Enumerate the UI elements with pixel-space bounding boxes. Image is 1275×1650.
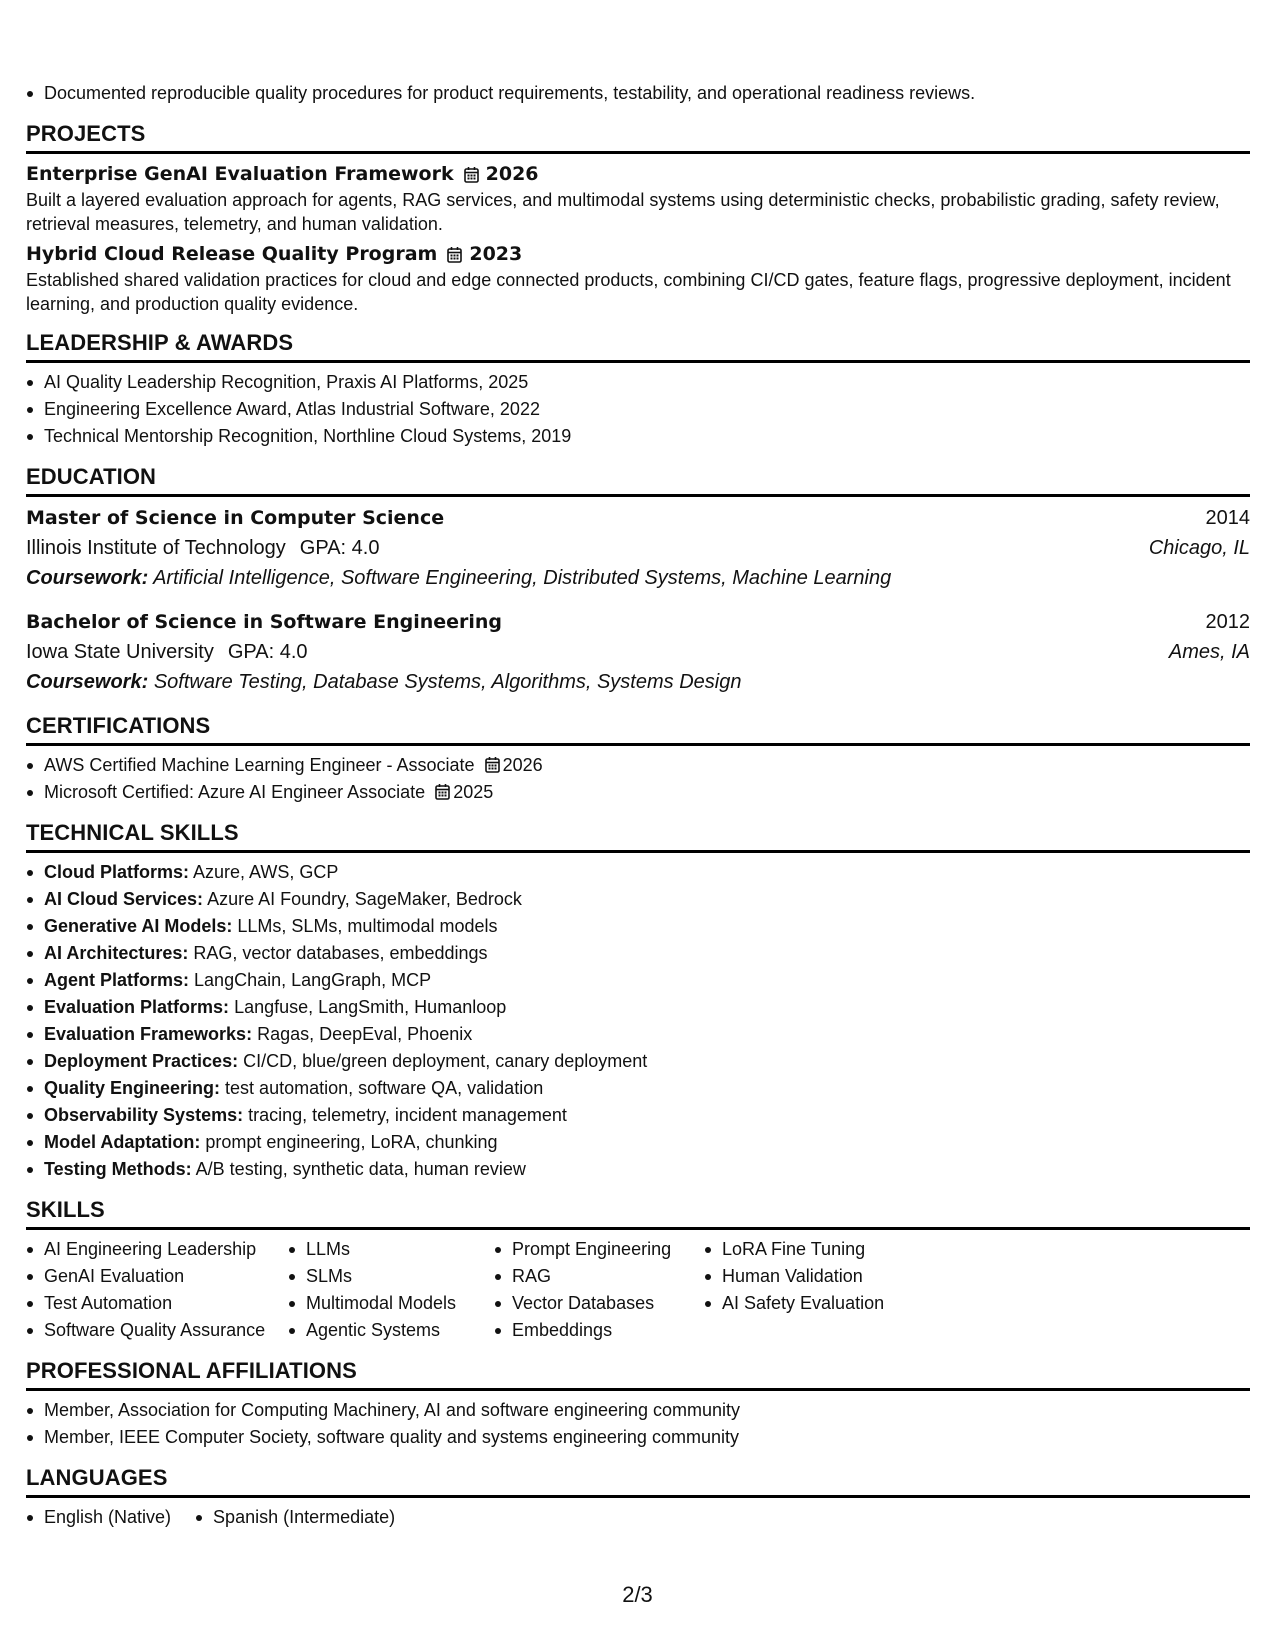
languages-row <box>26 1504 1250 1531</box>
coursework-label: Coursework: <box>26 567 149 589</box>
skill-values: RAG, vector databases, embeddings <box>193 943 488 963</box>
school-location: Chicago, IL <box>1148 537 1250 559</box>
list-item <box>26 1021 1250 1048</box>
list-item <box>26 752 1250 779</box>
gpa: GPA: 4.0 <box>299 537 380 559</box>
coursework: Artificial Intelligence, Software Engineering, Distributed Systems, Machine Learning <box>153 567 892 589</box>
skills-grid <box>26 1236 1250 1344</box>
project-title: Enterprise GenAI Evaluation Framework <box>26 163 454 185</box>
list-item: Embeddings <box>494 1317 704 1344</box>
skill-values: Langfuse, LangSmith, Humanloop <box>234 997 507 1017</box>
section-heading: LEADERSHIP & AWARDS <box>26 328 1250 363</box>
list-item: Software Quality Assurance <box>26 1317 288 1344</box>
list-item: LLMs <box>288 1236 494 1263</box>
list-item: GenAI Evaluation <box>26 1263 288 1290</box>
project-title: Hybrid Cloud Release Quality Program <box>26 243 438 265</box>
skill-category: Evaluation Platforms: <box>44 997 230 1017</box>
coursework-label: Coursework: <box>26 671 149 693</box>
list-item: Engineering Excellence Award, Atlas Industrial Software, 2022 <box>26 396 1250 423</box>
list-item: SLMs <box>288 1263 494 1290</box>
certification-year: 2026 <box>502 755 543 775</box>
skill-values: CI/CD, blue/green deployment, canary deployment <box>243 1051 648 1071</box>
coursework-line <box>26 563 1250 593</box>
school-name: Illinois Institute of Technology <box>26 537 286 559</box>
calendar-icon <box>485 756 500 773</box>
gpa: GPA: 4.0 <box>227 641 308 663</box>
certification-year: 2025 <box>453 782 494 802</box>
list-item <box>26 994 1250 1021</box>
list-item: AI Engineering Leadership <box>26 1236 288 1263</box>
list-item <box>26 1075 1250 1102</box>
skill-category: Cloud Platforms: <box>44 862 190 882</box>
skill-values: Azure, AWS, GCP <box>193 862 339 882</box>
list-item: Agentic Systems <box>288 1317 494 1344</box>
project-title-row <box>26 240 1250 268</box>
list-item: AI Safety Evaluation <box>704 1290 924 1317</box>
project-description: Built a layered evaluation approach for agents, RAG services, and multimodal systems using deterministic checks, probabilistic grading, safety review, retrieval measures, telemetry, and human validation. <box>26 190 1220 234</box>
certification-name: Microsoft Certified: Azure AI Engineer Associate <box>44 782 426 802</box>
list-item: Prompt Engineering <box>494 1236 704 1263</box>
list-item <box>26 1102 1250 1129</box>
list-item <box>26 886 1250 913</box>
affiliations-section <box>26 1356 1250 1451</box>
skill-category: AI Cloud Services: <box>44 889 204 909</box>
coursework: Software Testing, Database Systems, Algorithms, Systems Design <box>153 671 742 693</box>
list-item: RAG <box>494 1263 704 1290</box>
list-item: Member, Association for Computing Machinery, AI and software engineering community <box>26 1397 1250 1424</box>
resume-content <box>26 80 1250 1531</box>
skill-category: Model Adaptation: <box>44 1132 201 1152</box>
degree-year: 2014 <box>1205 507 1250 529</box>
skill-values: Ragas, DeepEval, Phoenix <box>257 1024 473 1044</box>
skills-column <box>704 1236 924 1344</box>
project-item <box>26 160 1250 236</box>
skills-column <box>26 1236 288 1344</box>
degree-year: 2012 <box>1205 611 1250 633</box>
calendar-icon <box>447 246 462 263</box>
education-item <box>26 503 1250 593</box>
skill-values: test automation, software QA, validation <box>225 1078 544 1098</box>
calendar-icon <box>435 783 450 800</box>
technical-skills-list <box>26 859 1250 1183</box>
list-item: Documented reproducible quality procedures for product requirements, testability, and operational readiness reviews. <box>26 80 1250 107</box>
technical-skills-section <box>26 818 1250 1183</box>
list-item: AI Quality Leadership Recognition, Praxis AI Platforms, 2025 <box>26 369 1250 396</box>
skill-values: A/B testing, synthetic data, human review <box>195 1159 526 1179</box>
skill-values: tracing, telemetry, incident management <box>248 1105 567 1125</box>
degree-title: Bachelor of Science in Software Engineering <box>26 611 503 633</box>
skill-values: Azure AI Foundry, SageMaker, Bedrock <box>207 889 522 909</box>
list-item <box>26 1156 1250 1183</box>
certifications-list <box>26 752 1250 806</box>
page-number: 2/3 <box>622 1582 653 1607</box>
education-section <box>26 462 1250 697</box>
calendar-icon <box>464 166 479 183</box>
experience-continued-list <box>26 80 1250 107</box>
project-item <box>26 240 1250 316</box>
skills-section <box>26 1195 1250 1344</box>
school-line <box>26 533 379 563</box>
leadership-section <box>26 328 1250 450</box>
coursework-line <box>26 667 1250 697</box>
certification-name: AWS Certified Machine Learning Engineer - Associate <box>44 755 475 775</box>
project-title-row <box>26 160 1250 188</box>
school-name: Iowa State University <box>26 641 214 663</box>
skill-values: LLMs, SLMs, multimodal models <box>237 916 498 936</box>
section-heading: CERTIFICATIONS <box>26 711 1250 746</box>
skill-category: Observability Systems: <box>44 1105 244 1125</box>
list-item: Human Validation <box>704 1263 924 1290</box>
skill-category: AI Architectures: <box>44 943 189 963</box>
school-location: Ames, IA <box>1168 641 1250 663</box>
list-item: English (Native) <box>26 1504 171 1531</box>
degree-title: Master of Science in Computer Science <box>26 507 445 529</box>
section-heading: PROFESSIONAL AFFILIATIONS <box>26 1356 1250 1391</box>
affiliations-list <box>26 1397 1250 1451</box>
list-item: Technical Mentorship Recognition, Northline Cloud Systems, 2019 <box>26 423 1250 450</box>
list-item <box>26 1129 1250 1156</box>
skill-category: Testing Methods: <box>44 1159 192 1179</box>
list-item <box>26 940 1250 967</box>
list-item <box>26 859 1250 886</box>
skills-column <box>288 1236 494 1344</box>
section-heading: PROJECTS <box>26 119 1250 154</box>
skill-values: prompt engineering, LoRA, chunking <box>205 1132 498 1152</box>
list-item: Multimodal Models <box>288 1290 494 1317</box>
list-item: Test Automation <box>26 1290 288 1317</box>
skill-category: Generative AI Models: <box>44 916 233 936</box>
list-item <box>26 967 1250 994</box>
list-item: Vector Databases <box>494 1290 704 1317</box>
education-item <box>26 607 1250 697</box>
projects-section <box>26 119 1250 316</box>
list-item <box>26 1048 1250 1075</box>
skill-category: Agent Platforms: <box>44 970 190 990</box>
languages-section <box>26 1463 1250 1531</box>
leadership-list <box>26 369 1250 450</box>
list-item: Spanish (Intermediate) <box>195 1504 395 1531</box>
list-item: Member, IEEE Computer Society, software quality and systems engineering community <box>26 1424 1250 1451</box>
section-heading: TECHNICAL SKILLS <box>26 818 1250 853</box>
list-item: LoRA Fine Tuning <box>704 1236 924 1263</box>
skill-values: LangChain, LangGraph, MCP <box>194 970 432 990</box>
section-heading: EDUCATION <box>26 462 1250 497</box>
project-year: 2026 <box>485 163 539 185</box>
section-heading: LANGUAGES <box>26 1463 1250 1498</box>
school-line <box>26 637 308 667</box>
certifications-section <box>26 711 1250 806</box>
project-description: Established shared validation practices for cloud and edge connected products, combining CI/CD gates, feature flags, progressive deployment, incident learning, and production quality evidence. <box>26 270 1231 314</box>
project-year: 2023 <box>469 243 523 265</box>
section-heading: SKILLS <box>26 1195 1250 1230</box>
skills-column <box>494 1236 704 1344</box>
skill-category: Quality Engineering: <box>44 1078 221 1098</box>
list-item <box>26 913 1250 940</box>
list-item <box>26 779 1250 806</box>
skill-category: Deployment Practices: <box>44 1051 239 1071</box>
skill-category: Evaluation Frameworks: <box>44 1024 253 1044</box>
